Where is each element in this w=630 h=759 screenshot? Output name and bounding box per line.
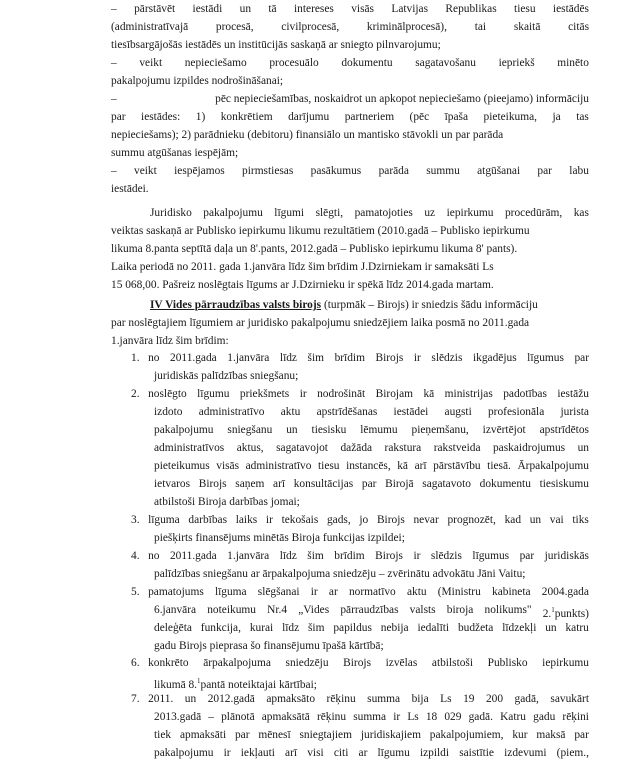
item-2-line-1: 2. noslēgto līgumu priekšmets ir nodrošināt Birojam kā ministrijas padotības iestāžu (131, 388, 589, 400)
para1-line-3: likuma 8.panta septītā daļa un 8'.pants, 2012.gadā – Publisko iepirkumu likuma 8' pants). (111, 243, 518, 255)
bullet-1-line-2: (administratīvajā procesā, civilprocesā, kriminālprocesā), tai skaitā citās (111, 21, 589, 33)
item-7-line-3: tiek apmaksāti par mēnesī sniegtajiem juridiskajiem pakalpojumiem, kur maksā par (154, 729, 589, 741)
item-1-line-1: 1. no 2011.gada 1.janvāra līdz šim brīdim Birojs ir slēdzis ikgadējus līgumus par (131, 352, 589, 364)
item-2-line-5: pieteikumus visās administratīvo tiesu instancēs, kā arī pārstāvību tiesā. Ārpakalpojumu (154, 460, 589, 472)
section-4-line-3: 1.janvāra līdz šim brīdim: (111, 335, 229, 347)
bullet-3-line-4: summu atgūšanas iespējām; (111, 147, 239, 159)
item-2-line-7: atbilstoši Biroja darbības jomai; (154, 496, 300, 508)
para1-line-2: veiktas saskaņā ar Publisko iepirkumu likumu rezultātiem (2010.gadā – Publisko iepirkumu (111, 225, 530, 237)
para1-line-5: 15 068,00. Pašreiz noslēgtais līgums ar J.Dzirnieku ir spēkā līdz 2014.gada martam. (111, 279, 494, 291)
item-2-line-6: ietvaros Birojs saņem arī konsultācijas par Birojā sagatavoto dokumentu tiesiskumu (154, 478, 589, 490)
item-3-line-2: piešķirts finansējums minētās Biroja funkcijas izpildei; (154, 532, 405, 544)
item-6-line-2: likumā 8.$^1$pantā noteiktajai kārtībai; (154, 677, 317, 691)
bullet-1-line-3: tiesībsargājošās iestādēs un institūcijās saskaņā ar sniegto pilnvarojumu; (111, 39, 441, 51)
para1-line-1: Juridisko pakalpojumu līgumi slēgti, pamatojoties uz iepirkumu procedūrām, kas (150, 207, 589, 219)
item-3-line-1: 3. līguma darbības laiks ir tekošais gads, jo Birojs nevar prognozēt, kad un vai tiks (131, 514, 589, 526)
section-4-heading: IV Vides pārraudzības valsts birojs (150, 299, 322, 311)
bullet-4-line-2: iestādei. (111, 183, 149, 195)
item-7-line-4: pakalpojumu ir iekļauti arī visi citi ar līgumu izpildi saistītie izdevumi (piem., (154, 747, 589, 759)
bullet-2-line-2: pakalpojumu izpildes nodrošināšanai; (111, 75, 284, 87)
para1-line-4: Laika periodā no 2011. gada 1.janvāra līdz šim brīdim J.Dzirniekam ir samaksāti Ls (111, 261, 494, 273)
item-2-line-4: administratīvos aktus, sagatavojot dažāda rakstura rakstveida paskaidrojumus un (154, 442, 589, 454)
item-5-line-2: 6.janvāra noteikumu Nr.4 „Vides pārraudzības valsts biroja nolikums" 2.$^1$punkts) (154, 604, 589, 620)
item-2-line-3: pakalpojumu sniegšanu un tiesisku lēmumu pieņemšanu, izvērtējot apstrīdētos (154, 424, 589, 436)
section-4-line-1: IV Vides pārraudzības valsts birojs (turpmāk – Birojs) ir sniedzis šādu informāciju (150, 299, 538, 311)
item-4-line-1: 4. no 2011.gada 1.janvāra līdz šim brīdim Birojs ir slēdzis līgumus par juridiskās (131, 550, 589, 562)
item-6-line-1: 6. konkrēto ārpakalpojuma sniedzēju Birojs izvēlas atbilstoši Publisko iepirkumu (131, 657, 589, 669)
section-4-line-2: par noslēgtajiem līgumiem ar juridisko pakalpojumu sniedzējiem laika posmā no 2011.gada (111, 317, 530, 329)
item-7-line-1: 7. 2011. un 2012.gadā apmaksāto rēķinu summa bija Ls 19 200 gadā, savukārt (131, 693, 589, 705)
item-5-line-1: 5. pamatojums līguma slēgšanai ir ar normatīvo aktu (Ministru kabineta 2004.gada (131, 586, 589, 598)
item-5-line-3: deleģēta funkcija, kurai līdz šim papildus nebija iedalīti budžeta līdzekļi un katru (154, 622, 589, 634)
bullet-3-line-3: nepieciešams); 2) parādnieku (debitoru) finansiālo un mantisko stāvokli un par parāda (111, 129, 504, 141)
bullet-3-line-1: – pēc nepieciešamības, noskaidrot un apkopot nepieciešamo (pieejamo) informāciju (111, 93, 589, 105)
bullet-1-line-1: – pārstāvēt iestādi un tā intereses visās Latvijas Republikas tiesu iestādēs (111, 3, 589, 15)
item-2-line-2: izdoto administratīvo aktu apstrīdēšanas iestādei augsti profesionāla jurista (154, 406, 589, 418)
item-4-line-2: palīdzības sniegšanu ar ārpakalpojuma sniedzēju – zvērinātu advokātu Jāni Vaitu; (154, 568, 526, 580)
bullet-4-line-1: – veikt iespējamos pirmstiesas pasākumus parāda summu atgūšanai par labu (111, 165, 589, 177)
bullet-3-line-2: par iestādes: 1) konkrētiem darījumu partneriem (pēc īpaša pieteikuma, ja tas (111, 111, 589, 123)
item-1-line-2: juridiskās palīdzības sniegšanu; (154, 370, 299, 382)
item-5-line-4: gadu Birojs pieprasa šo finansējumu īpašā kārtībā; (154, 640, 384, 652)
item-7-line-2: 2013.gadā – plānotā apmaksātā rēķinu summa ir Ls 18 029 gadā. Katru gadu rēķini (154, 711, 589, 723)
bullet-2-line-1: – veikt nepieciešamo procesuālo dokumentu sagatavošanu iepriekš minēto (111, 57, 589, 69)
